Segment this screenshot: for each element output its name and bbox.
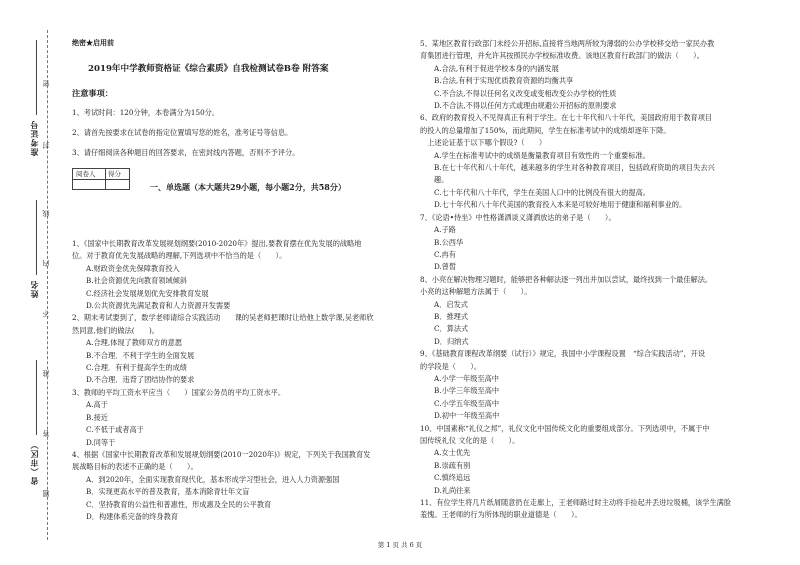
- seal-note-char: 答: [42, 430, 50, 437]
- question-stem: 展战略目标的表述不正确的是（ ）。: [72, 462, 198, 472]
- answer-option: D.公共资源优先满足教育和人力资源开发需要: [86, 301, 231, 311]
- answer-option: B.合法,有利于实现优质教育资源的均衡共享: [434, 76, 574, 86]
- question-stem: 的学段是（ ）。: [420, 361, 482, 371]
- answer-option: A.财政资金优先保障教育投入: [86, 263, 180, 273]
- answer-option: A.学生在标准考试中的成绩是衡量教育项目有效性的一个重要标准。: [434, 150, 650, 160]
- answer-option: 趣。: [434, 175, 449, 185]
- question-stem: 3、教师的平均工资水平应当（ ）国家公务员的平均工资水平。: [72, 387, 286, 397]
- answer-option: A.女士优先: [434, 448, 471, 458]
- score-table-reviewer: 阅卷人: [76, 170, 96, 178]
- margin-label-province: 省（市区）: [29, 440, 39, 485]
- seal-note-char: 内: [42, 260, 50, 267]
- notice-heading: 注意事项：: [72, 88, 113, 98]
- answer-option: B.不合理．不利于学生的全面发展: [86, 350, 195, 360]
- question-stem: 11、有位学生将几片纸屑随意扔在走廊上，王老师路过时主动将手捡起并丢进垃圾桶，该学生满脸: [420, 498, 732, 508]
- answer-option: A．启发式: [434, 299, 468, 309]
- answer-option: B.小学三年级至高中: [434, 386, 500, 396]
- binding-margin: [0, 0, 58, 565]
- answer-option: B．实现更高水平的普及教育，基本消除青壮年文盲: [86, 487, 250, 497]
- answer-option: A.合法,有利于促进学校本身的内涵发展: [434, 63, 559, 73]
- answer-option: D.初中一年级至高中: [434, 411, 500, 421]
- seal-note-char: 线: [42, 210, 50, 217]
- answer-option: B.公西华: [434, 237, 464, 247]
- answer-option: C.慎终追远: [434, 473, 471, 483]
- answer-option: A．到2020年，全面实现教育现代化，基本形成学习型社会，进入人力资源强国: [86, 474, 340, 484]
- answer-option: D.礼尚往来: [434, 485, 471, 495]
- answer-option: B.在七十年代和八十年代，越来越多的学生对各种教育项目，包括政府资助的项目失去兴: [434, 163, 715, 173]
- answer-option: C.冉有: [434, 249, 456, 259]
- notice-item: 3、请仔细阅读各种题目的回答要求，在密封线内答题，否则不予评分。: [72, 148, 300, 157]
- question-stem: 2、期末考试要到了，数学老师请综合实践活动 课的吴老师把课时让给他上数学课,吴老师欣: [72, 313, 374, 323]
- exam-number-underline: [36, 40, 37, 115]
- question-stem: 小亮的这种解题方法属于（ ）。: [420, 287, 532, 297]
- answer-option: D.同等于: [86, 437, 116, 447]
- answer-option: D.不合理．违背了团结协作的要求: [86, 375, 195, 385]
- answer-option: B．推理式: [434, 311, 469, 321]
- question-stem: 然同意,他们的做法( )。: [72, 325, 159, 335]
- answer-option: C.合理．有利于提高学生的成绩: [86, 363, 187, 373]
- question-stem: 4、根据《国家中长期教育改革和发展规划纲要(2010一2020年)》规定，下列关于我国教育发: [72, 449, 371, 459]
- seal-note-char: 密: [42, 80, 50, 87]
- answer-option: C．坚持教育的公益性和普惠性，形成惠及全民的公平教育: [86, 499, 272, 509]
- answer-option: C．算法式: [434, 324, 469, 334]
- question-stem: 的投入的总量增加了150%，而此期间，学生在标准考试中的成绩却逐年下降。: [420, 125, 671, 135]
- margin-label-exam-number: 准考证号: [29, 120, 39, 156]
- question-block: [72, 387, 392, 449]
- province-underline: [36, 360, 37, 435]
- page-footer: 第 1 页 共 6 页: [377, 541, 423, 549]
- answer-option: A.高于: [86, 400, 108, 410]
- answer-option: C.七十年代和八十年代，学生在美国人口中的比例没有很大的提高。: [434, 187, 650, 197]
- answer-option: D.曾皙: [434, 262, 457, 272]
- answer-option: A.合理,体现了教师双方的意愿: [86, 338, 183, 348]
- score-table-divider: [73, 179, 129, 180]
- question-block: [420, 112, 772, 211]
- left-question-column: [72, 238, 392, 523]
- margin-label-name: 姓名: [29, 280, 39, 298]
- answer-option: D.不合法,不得以任何方式或理由规避公开招标的原则要求: [434, 101, 617, 111]
- answer-option: B.接近: [86, 412, 108, 422]
- answer-option: C.经济社会发展规划优先安排教育发展: [86, 288, 209, 298]
- seal-note-char: 封: [42, 142, 50, 149]
- answer-option: C.不低于或者高于: [86, 425, 144, 435]
- question-stem: 育集团进行管理，并允许其按照民办学校标准收费。该地区教育行政部门的做法（ ）。: [420, 51, 704, 61]
- question-block: [420, 423, 772, 497]
- answer-option: C.小学五年级至高中: [434, 398, 500, 408]
- question-stem: 上述论证基于以下哪个假设?（ ）: [420, 138, 547, 148]
- question-stem: 位。对于教育优先发展战略的理解,下列选项中不恰当的是（ ）。: [72, 251, 287, 261]
- question-block: [420, 348, 772, 422]
- answer-option: A.子路: [434, 225, 456, 235]
- exam-title: 2019年中学教师资格证《综合素质》自我检测试卷B卷 附答案: [88, 64, 329, 74]
- question-stem: 6、政府的教育投入不见得真正有利于学生。在七十年代和八十年代，美国政府用于教育项目: [420, 113, 713, 123]
- question-stem: 5、某地区教育行政部门未经公开招标,直接将当地两所较为薄弱的公办学校移交给一家民办教: [420, 39, 715, 48]
- answer-option: B.崇疏有别: [434, 460, 471, 470]
- seal-note-char: 题: [42, 490, 50, 497]
- question-stem: 10、中国素称“礼仪之邦”，礼仪文化中国传统文化的重要组成部分。下列选项中，不属于中: [420, 423, 710, 433]
- seal-note-char: 不: [42, 310, 50, 317]
- secret-mark: 绝密★启用前: [72, 38, 114, 47]
- question-stem: 1、《国家中长期教育改革发展规划纲要(2010-2020年》提出,要教育摆在优先发展的战略地: [72, 239, 362, 248]
- notice-item: 2、请首先按要求在试卷的指定位置填写您的姓名，准考证号等信息。: [72, 128, 293, 137]
- question-block: [420, 38, 772, 112]
- answer-option: A.小学一年级至高中: [434, 373, 499, 383]
- answer-option: D．归纳式: [434, 336, 469, 346]
- question-block: [420, 274, 772, 348]
- score-table: [72, 168, 130, 190]
- question-stem: 7、《论语•侍坐》中性格潇洒谈义潇洒放达的弟子是（ ）。: [420, 212, 616, 222]
- answer-option: C.不合法,不得以任何名义改变或变相改变公办学校的性质: [434, 88, 617, 98]
- notice-item: 1、考试时间：120分钟，本卷满分为150分。: [72, 108, 220, 117]
- answer-option: B.社会资源优先向教育领域倾斜: [86, 276, 188, 286]
- question-block: [72, 312, 392, 386]
- answer-option: D．构建体系完备的终身教育: [86, 511, 179, 521]
- answer-option: D.七十年代和八十年代美国的教育投入本来是可较好地用于健康和福利事业的。: [434, 200, 687, 210]
- question-stem: 8、小亮在解决物理习题时，能够把各种解法逐一列出并加以尝试，最终找到一个最佳解法。: [420, 274, 713, 284]
- question-block: [72, 238, 392, 312]
- question-block: [420, 497, 772, 522]
- question-block: [72, 449, 392, 523]
- score-table-score: 得分: [108, 170, 121, 178]
- score-table-divider: [105, 169, 106, 189]
- right-question-column: [420, 38, 772, 522]
- question-block: [420, 212, 772, 274]
- question-stem: 国传统礼仪 文化的是（ ）。: [420, 436, 520, 445]
- question-stem: 羞愧。王老师的行为所体现的职业道德是（ ）。: [420, 510, 582, 520]
- section-title: 一、单选题（本大题共29小题，每小题2分，共58分）: [150, 182, 346, 192]
- question-stem: 9、《基础教育课程改革纲要（试行）》规定，我国中小学课程设置 “综合实践活动”，开设: [420, 349, 706, 359]
- seal-line: [47, 30, 48, 540]
- name-underline: [36, 200, 37, 275]
- seal-note-char: 准: [42, 370, 50, 377]
